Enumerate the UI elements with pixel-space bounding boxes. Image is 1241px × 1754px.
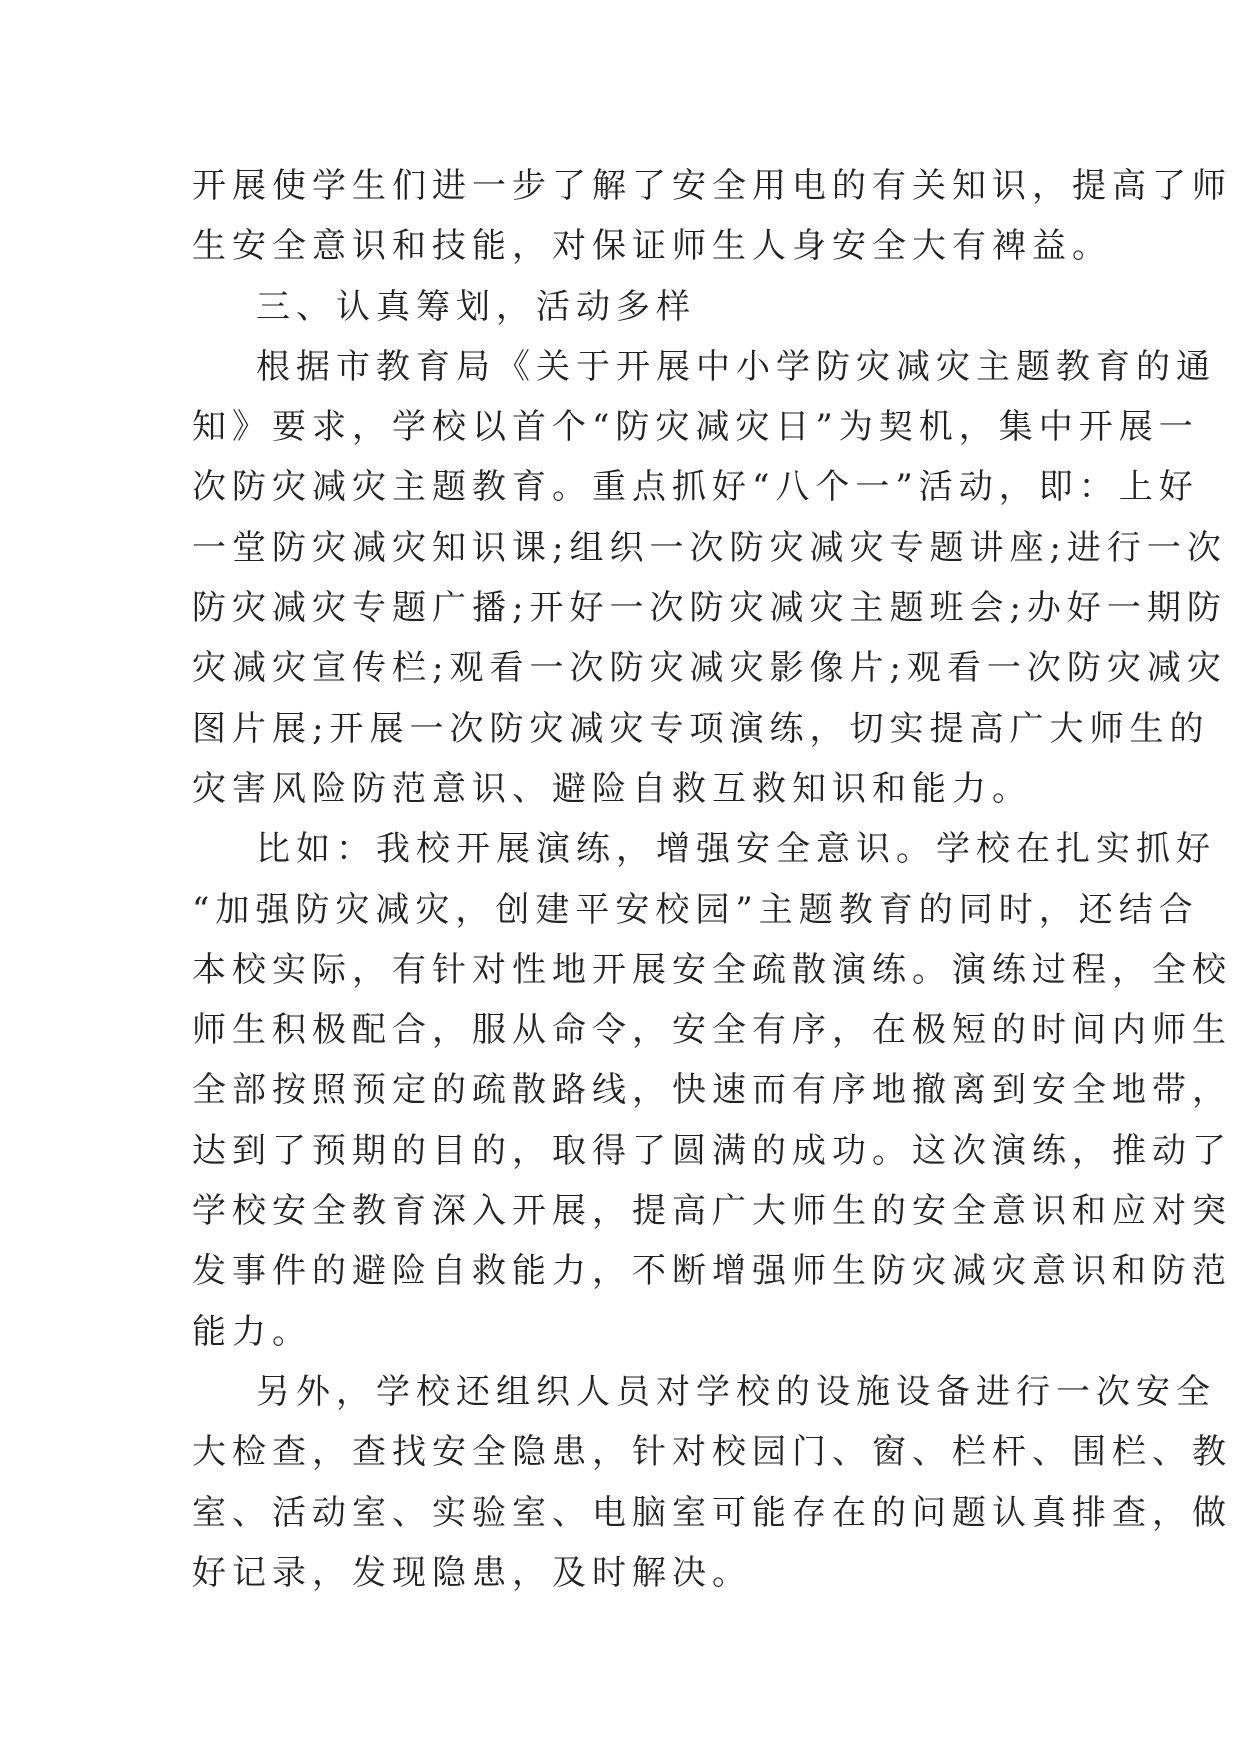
text-line: 学校安全教育深入开展，提高广大师生的安全意识和应对突 [192,1191,1232,1232]
text-line: 防灾减灾专题广播;开好一次防灾减灾主题班会;办好一期防 [192,588,1227,629]
text-line: 灾害风险防范意识、避险自救互救知识和能力。 [192,768,1032,809]
text-line: 室、活动室、实验室、电脑室可能存在的问题认真排查，做 [192,1492,1232,1533]
text-line: 本校实际，有针对性地开展安全疏散演练。演练过程，全校 [192,949,1232,990]
text-line: 达到了预期的目的，取得了圆满的成功。这次演练，推动了 [192,1130,1232,1171]
text-line: 图片展;开展一次防灾减灾专项演练，切实提高广大师生的 [192,708,1210,749]
text-line: 发事件的避险自救能力，不断增强师生防灾减灾意识和防范 [192,1251,1232,1292]
text-line: “加强防灾减灾，创建平安校园”主题教育的同时，还结合 [192,889,1199,930]
text-line: 开展使学生们进一步了解了安全用电的有关知识，提高了师 [192,166,1232,206]
text-line: 全部按照预定的疏散路线，快速而有序地撤离到安全地带， [192,1070,1232,1111]
text-line: 次防灾减灾主题教育。重点抓好“八个一”活动，即：上好 [192,467,1199,508]
text-line: 知》要求，学校以首个“防灾减灾日”为契机，集中开展一 [192,407,1199,448]
text-line: 大检查，查找安全隐患，针对校园门、窗、栏杆、围栏、教 [192,1432,1232,1473]
text-line: 灾减灾宣传栏;观看一次防灾减灾影像片;观看一次防灾减灾 [192,648,1227,689]
section-heading: 三、认真筹划，活动多样 [256,286,696,327]
text-line: 另外，学校还组织人员对学校的设施设备进行一次安全 [256,1371,1216,1412]
text-line: 师生积极配合，服从命令，安全有序，在极短的时间内师生 [192,1010,1232,1051]
document-body [192,156,1232,1603]
text-line: 好记录，发现隐患，及时解决。 [192,1552,752,1593]
text-line: 比如：我校开展演练，增强安全意识。学校在扎实抓好 [256,829,1216,870]
text-line: 根据市教育局《关于开展中小学防灾减灾主题教育的通 [256,346,1216,387]
text-line: 一堂防灾减灾知识课;组织一次防灾减灾专题讲座;进行一次 [192,527,1227,568]
text-line: 能力。 [192,1311,312,1352]
text-line: 生安全意识和技能，对保证师生人身安全大有裨益。 [192,226,1112,267]
